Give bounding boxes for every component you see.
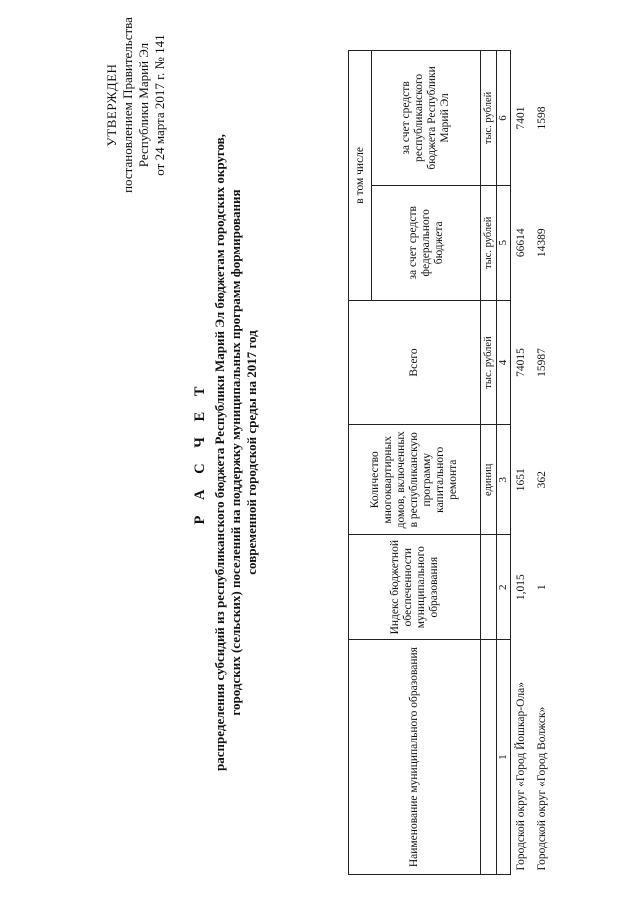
row-republican: 7401 xyxy=(515,106,527,130)
table-row xyxy=(511,51,533,875)
row-federal: 66614 xyxy=(515,228,527,258)
subtitle-line-2: городских (сельских) поселений на поддержку муниципальных программ формирования xyxy=(228,189,243,716)
column-number: 1 xyxy=(497,640,511,875)
subtitle-line-3: современной городской среды на 2017 год xyxy=(244,330,259,575)
column-number: 4 xyxy=(497,300,511,425)
row-federal: 14389 xyxy=(536,228,548,258)
column-number: 2 xyxy=(497,535,511,640)
header-total: Всего xyxy=(349,300,481,425)
unit-total: тыс. рублей xyxy=(481,300,497,425)
approval-stamp xyxy=(104,5,168,205)
row-name: Городской округ «Город Волжск» xyxy=(536,706,548,871)
header-republican: за счет средств республиканского бюджета Республики Марий Эл xyxy=(372,51,481,186)
document-subtitle xyxy=(212,40,260,865)
unit-cell-empty-2 xyxy=(481,535,497,640)
header-including: в том числе xyxy=(349,51,372,301)
column-number: 3 xyxy=(497,425,511,535)
row-republican: 1598 xyxy=(536,106,548,130)
subtitle-line-1: распределения субсидий из республиканского бюджета Республики Марий Эл бюджетам городских округов, xyxy=(212,134,227,771)
approval-line-3: от 24 марта 2017 г. № 141 xyxy=(152,34,167,176)
header-name: Наименование муниципального образования xyxy=(349,640,481,875)
row-houses: 362 xyxy=(536,471,548,489)
column-number: 6 xyxy=(497,51,511,186)
unit-houses: единиц xyxy=(481,425,497,535)
table-row xyxy=(532,51,553,875)
document-title: Р А С Ч Е Т xyxy=(192,380,208,525)
column-number: 5 xyxy=(497,185,511,300)
approval-line-2: Республики Марий Эл xyxy=(136,42,151,168)
row-index: 1 xyxy=(536,584,548,591)
row-total: 74015 xyxy=(515,348,527,377)
unit-federal: тыс. рублей xyxy=(481,185,497,300)
row-houses: 1651 xyxy=(515,468,527,492)
header-houses: Количество многоквартирных домов, включенных в республиканскую программу капитального ремонта xyxy=(349,425,481,535)
header-index: Индекс бюджетной обеспеченности муниципального образования xyxy=(349,535,481,640)
unit-cell-empty-1 xyxy=(481,640,497,875)
row-index: 1,015 xyxy=(515,574,527,601)
unit-republican: тыс. рублей xyxy=(481,51,497,186)
header-federal: за счет средств федерального бюджета xyxy=(372,185,481,300)
row-name: Городской округ «Город Йошкар-Ола» xyxy=(515,681,527,871)
approval-line-1: постановлением Правительства xyxy=(120,17,135,193)
approval-heading: УТВЕРЖДЕН xyxy=(104,63,119,147)
row-total: 15987 xyxy=(536,348,548,377)
distribution-table xyxy=(348,50,553,875)
